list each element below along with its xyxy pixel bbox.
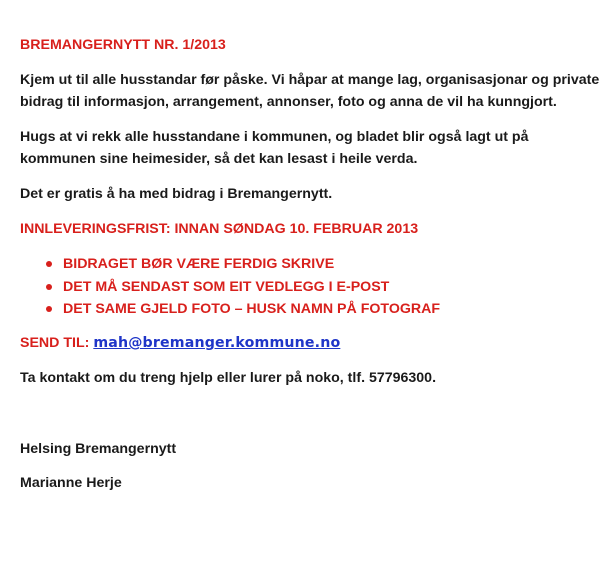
reach-paragraph: Hugs at vi rekk alle husstandane i kommunen, og bladet blir også lagt ut på kommunen sine heimesider, så det kan lesast i heile verda. xyxy=(20,129,529,167)
list-item-text: DET SAME GJELD FOTO – HUSK NAMN PÅ FOTOGRAF xyxy=(63,301,441,318)
free-paragraph: Det er gratis å ha med bidrag i Bremangernytt. xyxy=(20,186,333,202)
bullet-icon xyxy=(46,261,52,267)
signature: Marianne Herje xyxy=(20,475,122,492)
greeting: Helsing Bremangernytt xyxy=(20,441,177,458)
contact-paragraph: Ta kontakt om du treng hjelp eller lurer på noko, tlf. 57796300. xyxy=(20,370,437,387)
bullet-icon xyxy=(46,284,52,290)
email-link[interactable]: mah@bremanger.kommune.no xyxy=(93,335,341,352)
intro-paragraph: Kjem ut til alle husstandar før påske. Vi håpar at mange lag, organisasjonar og private bidrag til informasjon, arrangement, annonser, foto og anna de vil ha kunngjort. xyxy=(20,72,600,110)
list-item-text: DET MÅ SENDAST SOM EIT VEDLEGG I E-POST xyxy=(63,278,390,295)
document-body xyxy=(20,34,600,494)
list-item xyxy=(20,276,600,299)
requirements-list xyxy=(20,253,600,321)
send-to-row xyxy=(20,332,600,354)
deadline-notice: INNLEVERINGSFRIST: INNAN SØNDAG 10. FEBRUAR 2013 xyxy=(20,221,419,237)
send-to-label: SEND TIL: xyxy=(20,335,90,352)
bullet-icon xyxy=(46,306,52,312)
list-item xyxy=(20,253,600,276)
document-heading: BREMANGERNYTT NR. 1/2013 xyxy=(20,37,226,53)
list-item xyxy=(20,298,600,321)
list-item-text: BIDRAGET BØR VÆRE FERDIG SKRIVE xyxy=(63,256,335,272)
